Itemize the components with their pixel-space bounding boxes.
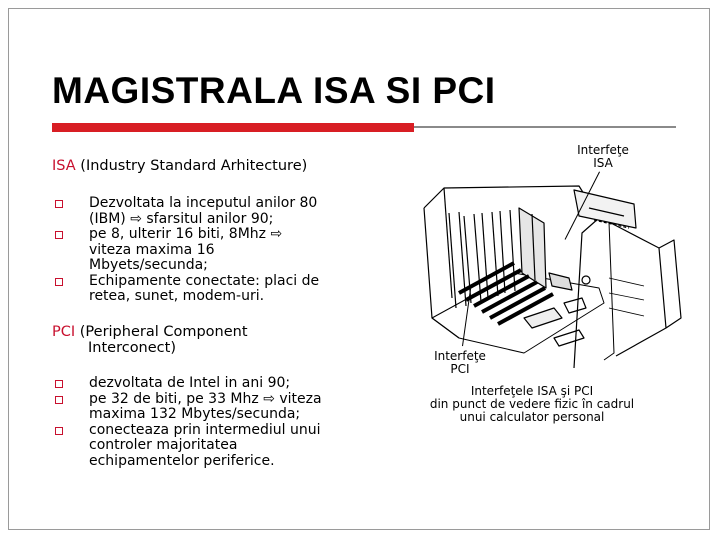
list-item-text: Dezvoltata la inceputul anilor 80 [89, 195, 318, 211]
list-item-text: dezvoltata de Intel in ani 90; [89, 375, 291, 391]
arrow-right-icon: ⇨ [130, 210, 142, 227]
list-item-text: pe 8, ulterir 16 biti, 8Mhz ⇨ [89, 226, 283, 242]
pci-slot-label: Interfeţe PCI [434, 349, 486, 376]
bullet-icon [55, 396, 63, 404]
list-item-text: echipamentelor periferice. [89, 452, 275, 469]
isa-abbr: ISA [52, 158, 76, 174]
list-item-text: controler majoritatea [89, 437, 238, 453]
bullet-icon [55, 231, 63, 239]
bullet-icon [55, 380, 63, 388]
list-item-text: viteza maxima 16 [89, 241, 215, 258]
title-underline-red [52, 123, 414, 132]
arrow-right-icon: ⇨ [270, 226, 283, 242]
list-item [89, 196, 319, 227]
bullet-icon [55, 200, 63, 208]
pci-abbr: PCI [52, 324, 76, 340]
motherboard-illustration [404, 178, 694, 368]
list-item [89, 274, 319, 305]
isa-list [89, 196, 319, 305]
pci-full-name-cont: Interconect) [88, 340, 176, 356]
bullet-icon [55, 278, 63, 286]
slide-title: MAGISTRALA ISA SI PCI [52, 70, 496, 111]
list-item-text: Echipamente conectate: placi de [89, 272, 320, 289]
list-item-text: maxima 132 Mbytes/secunda; [89, 406, 301, 422]
arrow-right-icon: ⇨ [263, 390, 275, 407]
pci-full-name: (Peripheral Component [75, 324, 248, 340]
bullet-icon [55, 427, 63, 435]
list-item [89, 423, 322, 470]
list-item-text: pe 32 de biti, pe 33 Mhz ⇨ viteza [89, 390, 322, 407]
list-item-text: conecteaza prin intermediul unui [89, 421, 321, 438]
list-item [89, 227, 319, 274]
figure-caption: Interfeţele ISA şi PCI din punct de vedere fizic în cadrul unui calculator personal [429, 384, 635, 424]
title-underline-gray [414, 126, 676, 128]
isa-heading [52, 158, 307, 174]
pci-list [89, 376, 322, 469]
list-item-text: retea, sunet, modem-uri. [89, 288, 265, 304]
list-item-text: (IBM) ⇨ sfarsitul anilor 90; [89, 210, 274, 227]
list-item [89, 392, 322, 423]
list-item-text: Mbyets/secunda; [89, 257, 208, 273]
isa-slot-label: Interfeţe ISA [577, 143, 629, 170]
isa-full-name: (Industry Standard Arhitecture) [75, 158, 308, 174]
list-item [89, 376, 322, 392]
pci-heading [52, 324, 248, 356]
